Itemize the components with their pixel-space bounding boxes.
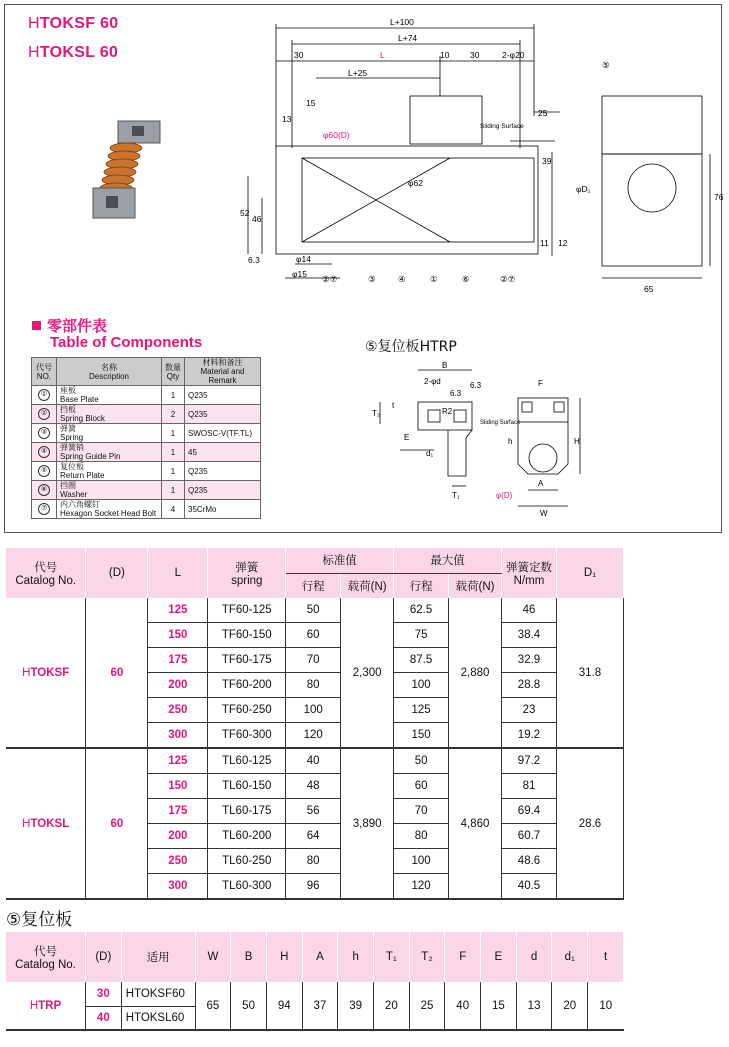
component-row: ① 座板 Base Plate 1 Q235 [32, 386, 261, 405]
svg-text:6.3: 6.3 [248, 255, 260, 265]
svg-text:11: 11 [540, 238, 549, 248]
svg-text:A: A [538, 479, 544, 488]
spec-row: 150 TL60-150 48 60 81 [6, 774, 624, 799]
svg-text:④: ④ [398, 274, 406, 284]
spec-row: 200 TF60-200 80 100 28.8 [6, 673, 624, 698]
svg-text:Sliding Surface: Sliding Surface [480, 123, 524, 130]
svg-text:φD₁: φD₁ [576, 184, 591, 194]
svg-text:φ15: φ15 [292, 269, 307, 279]
svg-text:Sliding Surface: Sliding Surface [480, 420, 521, 426]
svg-text:2-φd: 2-φd [424, 377, 441, 386]
svg-text:65: 65 [644, 284, 654, 294]
svg-text:10: 10 [440, 50, 450, 60]
svg-text:30: 30 [294, 50, 304, 60]
svg-text:L+25: L+25 [348, 68, 368, 78]
component-row: ④ 弹簧销 Spring Guide Pin 1 45 [32, 443, 261, 462]
svg-text:2-φ20: 2-φ20 [502, 50, 525, 60]
spec-row: 250 TL60-250 80 100 48.6 [6, 849, 624, 874]
svg-text:T₂: T₂ [372, 409, 380, 418]
component-row: ② 挡板 Spring Block 2 Q235 [32, 405, 261, 424]
svg-text:R2: R2 [442, 407, 453, 416]
components-heading-cn: 零部件表 [32, 315, 107, 336]
svg-text:T₁: T₁ [452, 491, 460, 500]
product-title-1: HTOKSF 60 [28, 15, 119, 32]
spring-coil [100, 143, 142, 193]
svg-text:6.3: 6.3 [470, 381, 482, 390]
svg-text:d₁: d₁ [426, 449, 434, 458]
component-row: ③ 弹簧 Spring 1 SWOSC-V(TF.TL) [32, 424, 261, 443]
svg-text:46: 46 [252, 214, 262, 224]
svg-text:12: 12 [558, 238, 568, 248]
assembly-drawing [240, 16, 724, 296]
svg-text:E: E [404, 433, 410, 442]
svg-text:t: t [392, 401, 395, 410]
svg-text:W: W [540, 509, 548, 518]
svg-text:φ62: φ62 [408, 178, 423, 188]
svg-text:15: 15 [306, 98, 316, 108]
return-plate-title: ⑤复位板 [6, 910, 73, 930]
svg-text:H: H [574, 437, 580, 446]
components-table: 代号 NO. 名称 Description 数量 Qty 材料和备注 Material and Remark ① 座板 Base Plate 1 Q235 ② 挡板 Spring Block 2 Q235 ③ 弹簧 Spring 1 SWOSC-V(TF.TL) ④ 弹簧销 Spring Guide Pin 1 45 ⑤ 复位板 Return Plate 1 Q235 ⑥ 挡圈 Washer 1 Q235 ⑦ 内六角螺钉 Hexagon Socket Head Bolt 4 35CrMo [31, 357, 261, 519]
htrp-drawing [370, 358, 585, 518]
svg-text:h: h [508, 437, 513, 446]
svg-text:B: B [442, 361, 448, 370]
product-title-2: HTOKSL 60 [28, 44, 119, 61]
spec-table: 代号 Catalog No. (D) L 弹簧 spring 标准值 最大值 弹簧定数 N/mm D₁ 行程 载荷(N) 行程 载荷(N) HTOKSF 60 125 TF60-125 50 2,300 62.5 2,880 46 31.8 150 TF60-150 60 75 38.4 175 TF60-175 70 87.5 32.9 200 TF60-200 80 100 28.8 250 TF60-250 100 125 23 300 TF60-300 120 150 19.2 HTOKSL 60 125 TL60-125 40 3,890 50 4,860 97.2 28.6 150 TL60-150 48 60 81 175 TL60-175 56 70 69.4 200 TL60-200 64 80 60.7 250 TL60-250 80 100 48.6 300 TL60-300 96 120 40.5 [6, 548, 624, 900]
svg-text:F: F [538, 379, 543, 388]
spec-row: HTOKSF 60 125 TF60-125 50 2,300 62.5 2,880 46 31.8 [6, 598, 624, 623]
spec-row: 175 TF60-175 70 87.5 32.9 [6, 648, 624, 673]
svg-text:φ14: φ14 [296, 254, 311, 264]
component-row: ⑤ 复位板 Return Plate 1 Q235 [32, 462, 261, 481]
svg-text:L+100: L+100 [390, 17, 414, 27]
svg-text:⑥: ⑥ [462, 274, 470, 284]
svg-text:76: 76 [714, 192, 724, 202]
svg-text:①: ① [430, 274, 438, 284]
return-plate-row: 40 HTOKSL60 [6, 1006, 624, 1030]
svg-text:6.3: 6.3 [450, 389, 462, 398]
product-photo [88, 116, 168, 226]
svg-text:φ(D): φ(D) [496, 491, 513, 500]
svg-text:39: 39 [542, 156, 552, 166]
component-row: ⑥ 挡圈 Washer 1 Q235 [32, 481, 261, 500]
spec-row: 150 TF60-150 60 75 38.4 [6, 623, 624, 648]
svg-text:③: ③ [368, 274, 376, 284]
svg-text:L: L [380, 50, 385, 60]
spec-row: 250 TF60-250 100 125 23 [6, 698, 624, 723]
svg-text:52: 52 [240, 208, 250, 218]
svg-text:25: 25 [538, 108, 548, 118]
svg-text:L+74: L+74 [398, 33, 418, 43]
svg-text:30: 30 [470, 50, 480, 60]
return-plate-row: HTRP 30 HTOKSF60 65 50 94 37 39 20 25 40 15 13 20 10 [6, 982, 624, 1006]
spec-row: HTOKSL 60 125 TL60-125 40 3,890 50 4,860 97.2 28.6 [6, 748, 624, 774]
svg-text:②⑦: ②⑦ [500, 274, 516, 284]
svg-text:②⑦: ②⑦ [322, 274, 338, 284]
htrp-detail-title: ⑤复位板HTRP [365, 339, 457, 355]
component-row: ⑦ 内六角螺钉 Hexagon Socket Head Bolt 4 35CrMo [32, 500, 261, 519]
return-plate-table: 代号 Catalog No. (D) 适用 W B H A h T₁ T₂ F E d d₁ t HTRP 30 HTOKSF60 65 50 94 37 39 20 25 40 15 13 20 10 40 HTOKSL60 [6, 932, 624, 1031]
spec-row: 300 TL60-300 96 120 40.5 [6, 874, 624, 900]
spec-row: 175 TL60-175 56 70 69.4 [6, 799, 624, 824]
components-heading-en: Table of Components [50, 334, 203, 351]
svg-text:13: 13 [282, 114, 292, 124]
svg-text:φ60(D): φ60(D) [323, 130, 350, 140]
svg-text:⑤: ⑤ [602, 60, 610, 70]
spec-row: 200 TL60-200 64 80 60.7 [6, 824, 624, 849]
spec-row: 300 TF60-300 120 150 19.2 [6, 723, 624, 749]
